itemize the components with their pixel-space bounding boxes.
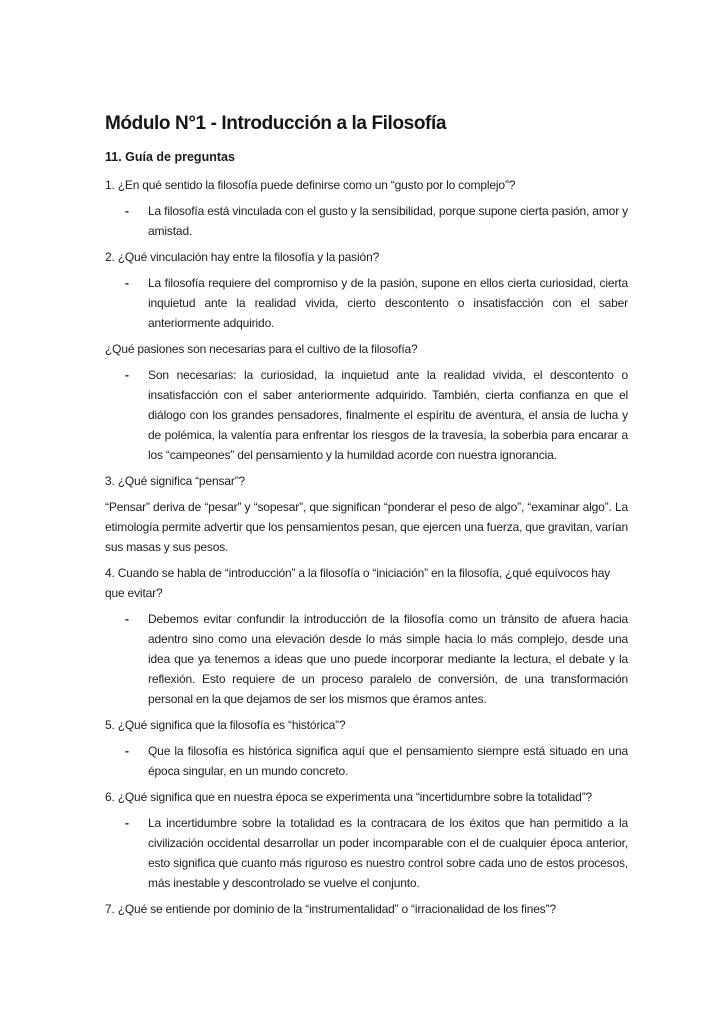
section-heading: 11. Guía de preguntas	[105, 150, 235, 164]
answer-paragraph: “Pensar” deriva de “pesar” y “sopesar”, que significan “ponderar el peso de algo”, “examinar algo”. La etimología permite advertir que los pensamientos pesan, que ejercen una fuerza, que gravitan, varían sus masas y sus pesos.	[105, 500, 628, 554]
document-body	[105, 175, 628, 919]
bullet-dash-marker: -	[125, 816, 129, 830]
question-text: ¿Qué pasiones son necesarias para el cultivo de la filosofía?	[105, 342, 418, 356]
answer-bullet-text: La incertidumbre sobre la totalidad es la contracara de los éxitos que han permitido a la civilización occidental desarrollar un poder incomparable con el de cualquier época anterior, esto significa que cuanto más riguroso es nuestro control sobre cada uno de estos procesos, más inestable y descontrolado se vuelve el conjunto.	[148, 816, 628, 890]
question-text: 5. ¿Qué significa que la filosofía es “histórica”?	[105, 718, 346, 732]
question-text: 6. ¿Qué significa que en nuestra época se experimenta una “incertidumbre sobre la totalidad”?	[105, 790, 593, 804]
answer-bullet	[105, 609, 628, 709]
answer-bullet	[105, 273, 628, 333]
answer-bullet-text: Que la filosofía es histórica significa aquí que el pensamiento siempre está situado en una época singular, en un mundo concreto.	[148, 744, 628, 778]
bullet-dash-marker: -	[125, 612, 129, 626]
bullet-dash-marker: -	[125, 744, 129, 758]
question-text: 3. ¿Qué significa “pensar”?	[105, 474, 246, 488]
answer-bullet	[105, 201, 628, 241]
bullet-dash-marker: -	[125, 276, 129, 290]
answer-bullet-text: Debemos evitar confundir la introducción de la filosofía como un tránsito de afuera hacia adentro sino como una elevación desde lo más simple hacia lo más complejo, desde una idea que ya tenemos a ideas que uno puede incorporar mediante la lectura, el debate y la reflexión. Esto requiere de un proceso paralelo de conversión, de una transformación personal en la que dejamos de ser los mismos que éramos antes.	[148, 612, 628, 706]
answer-bullet	[105, 813, 628, 893]
answer-bullet-text: La filosofía está vinculada con el gusto y la sensibilidad, porque supone cierta pasión, amor y amistad.	[148, 204, 628, 238]
document-title: Módulo N°1 - Introducción a la Filosofía	[105, 113, 446, 134]
answer-bullet-text: Son necesarias: la curiosidad, la inquietud ante la realidad vivida, el descontento o insatisfacción con el saber anteriormente adquirido. También, cierta confianza en que el diálogo con los grandes pensadores, finalmente el espíritu de aventura, el ansia de lucha y de polémica, la valentía para enfrentar los riesgos de la travesía, la soberbia para encarar a los “campeones” del pensamiento y la humildad acorde con nuestra ignorancia.	[148, 368, 628, 462]
question-text: 1. ¿En qué sentido la filosofía puede definirse como un “gusto por lo complejo”?	[105, 178, 516, 192]
bullet-dash-marker: -	[125, 204, 129, 218]
answer-bullet	[105, 365, 628, 465]
question-text: 7. ¿Qué se entiende por dominio de la “instrumentalidad” o “irracionalidad de los fines”?	[105, 902, 556, 916]
bullet-dash-marker: -	[125, 368, 129, 382]
question-text: 2. ¿Qué vinculación hay entre la filosofía y la pasión?	[105, 250, 380, 264]
answer-bullet-text: La filosofía requiere del compromiso y de la pasión, supone en ellos cierta curiosidad, cierta inquietud ante la realidad vivida, cierto descontento o insatisfacción con el saber anteriormente adquirido.	[148, 276, 628, 330]
answer-bullet	[105, 741, 628, 781]
question-text: 4. Cuando se habla de “introducción” a la filosofía o “iniciación” en la filosofía, ¿qué equívocos hay que evitar?	[105, 566, 611, 600]
